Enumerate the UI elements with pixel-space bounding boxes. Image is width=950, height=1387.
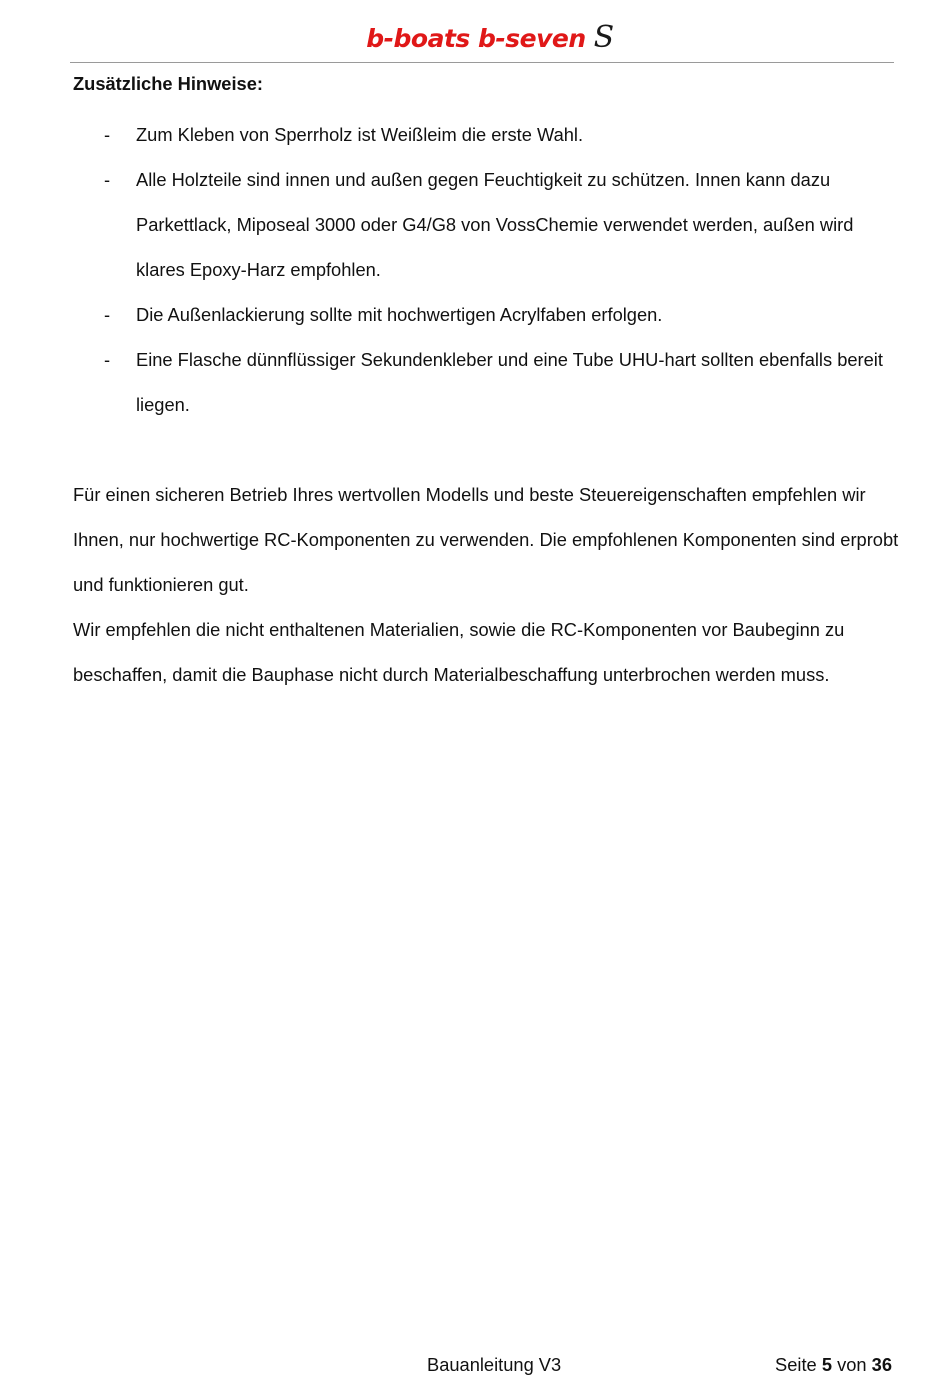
list-item: [73, 157, 903, 292]
list-item: [73, 112, 903, 157]
bullet-marker: -: [104, 169, 111, 190]
paragraph: Wir empfehlen die nicht enthaltenen Materialien, sowie die RC-Komponenten vor Baubeginn zu beschaffen, damit die Bauphase nicht durch Materialbeschaffung unterbrochen werden muss.: [73, 619, 845, 685]
page-footer: [0, 1348, 950, 1382]
list-item-text: Zum Kleben von Sperrholz ist Weißleim die erste Wahl.: [136, 124, 584, 145]
list-item-text: Eine Flasche dünnflüssiger Sekundenkleber und eine Tube UHU-hart sollten ebenfalls bereit liegen.: [136, 349, 883, 415]
page-of: von: [837, 1354, 867, 1375]
list-item-text: Alle Holzteile sind innen und außen gegen Feuchtigkeit zu schützen. Innen kann dazu Parkettlack, Miposeal 3000 oder G4/G8 von VossChemie verwendet werden, außen wird klares Epoxy-Harz empfohlen.: [136, 169, 854, 280]
notes-list: [73, 112, 903, 427]
list-item-text: Die Außenlackierung sollte mit hochwertigen Acrylfaben erfolgen.: [136, 304, 663, 325]
page-number: [775, 1348, 892, 1382]
paragraph: Für einen sicheren Betrieb Ihres wertvollen Modells und beste Steuereigenschaften empfehlen wir Ihnen, nur hochwertige RC-Komponenten zu verwenden. Die empfohlenen Komponenten sind erprobt und funktionieren gut.: [73, 484, 899, 595]
document-body: [73, 68, 903, 697]
bullet-marker: -: [104, 124, 111, 145]
section-spacer: [73, 427, 903, 472]
page-header: [70, 18, 894, 63]
page-total: 36: [871, 1354, 892, 1375]
bullet-marker: -: [104, 349, 111, 370]
page-prefix: Seite: [775, 1354, 817, 1375]
brand-logo: [366, 18, 613, 59]
document-title: Bauanleitung V3: [427, 1354, 562, 1375]
list-item: [73, 292, 903, 337]
page-current: 5: [821, 1354, 832, 1375]
bullet-marker: -: [104, 304, 111, 325]
list-item: [73, 337, 903, 427]
brand-name: b-boats b-seven: [366, 24, 586, 53]
brand-mark: S: [593, 20, 614, 55]
section-heading: Zusätzliche Hinweise:: [73, 73, 263, 94]
